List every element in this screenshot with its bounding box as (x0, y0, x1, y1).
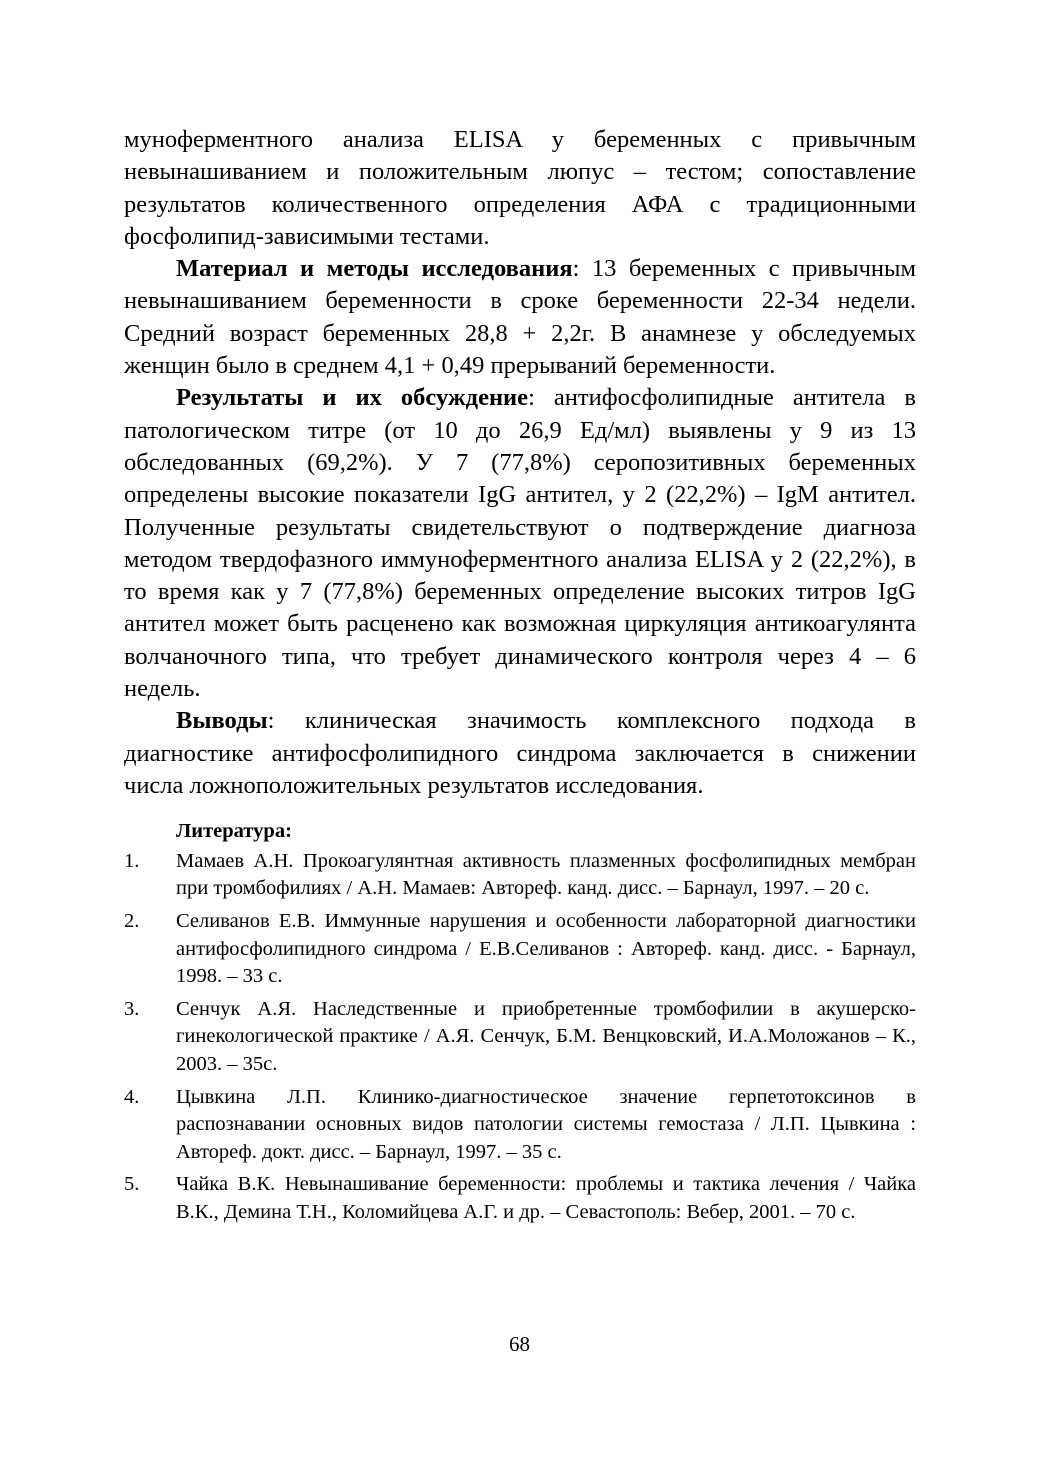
reference-text: Цывкина Л.П. Клинико-диагностическое значение герпетотоксинов в распознавании основных видов патологии системы гемостаза / Л.П. Цывкина : Автореф. докт. дисс. – Барнаул, 1997. – 35 с. (176, 1085, 916, 1163)
reference-item (124, 996, 916, 1079)
reference-number: 3. (124, 997, 140, 1020)
methods-heading: Материал и методы исследования (176, 255, 573, 283)
reference-item (124, 1171, 916, 1226)
references-title: Литература: (176, 820, 292, 843)
intro-paragraph: муноферментного анализа ELISA у беременных с привычным невынашиванием и положительным люпус – тестом; сопоставление результатов количественного определения АФА с традиционными фосфолипид-зависимыми тестами. (124, 126, 916, 250)
conclusions-text: : клиническая значимость комплексного подхода в диагностике антифосфолипидного синдрома заключается в снижении числа ложноположительных результатов исследования. (124, 707, 916, 799)
methods-text: : 13 беременных с привычным невынашиванием беременности в сроке беременности 22-34 недели. Средний возраст беременных 28,8 + 2,2г. В анамнезе у обследуемых женщин было в среднем 4,1 + 0,49 прерываний беременности. (124, 255, 916, 380)
reference-text: Чайка В.К. Невынашивание беременности: проблемы и тактика лечения / Чайка В.К., Демина Т.Н., Коломийцева А.Г. и др. – Севастополь: Вебер, 2001. – 70 с. (176, 1173, 916, 1223)
conclusions-paragraph (124, 705, 916, 802)
methods-paragraph (124, 253, 916, 382)
results-text: : антифосфолипидные антитела в патологическом титре (от 10 до 26,9 Ед/мл) выявлены у 9 из 13 обследованных (69,2%). У 7 (77,8%) серопозитивных беременных определены высокие показатели IgG антител, у 2 (22,2%) – IgM антител. Полученные результаты свидетельствуют о подтверждение диагноза методом твердофазного иммуноферментного анализа ELISA у 2 (22,2%), в то время как у 7 (77,8%) беременных определение высоких титров IgG антител может быть расценено как возможная циркуляция антикоагулянта волчаночного типа, что требует динамического контроля через 4 – 6 недель. (124, 384, 916, 703)
reference-item (124, 1084, 916, 1167)
reference-number: 4. (124, 1085, 140, 1108)
reference-text: Селиванов Е.В. Иммунные нарушения и особенности лабораторной диагностики антифосфолипидного синдрома / Е.В.Селиванов : Автореф. канд. дисс. - Барнаул, 1998. – 33 с. (176, 910, 916, 988)
reference-text: Сенчук А.Я. Наследственные и приобретенные тромбофилии в акушерско-гинекологической практике / А.Я. Сенчук, Б.М. Венцковский, И.А.Моложанов – К., 2003. – 35с. (176, 997, 916, 1075)
reference-text: Мамаев А.Н. Прокоагулянтная активность плазменных фосфолипидных мембран при тромбофилиях / А.Н. Мамаев: Автореф. канд. дисс. – Барнаул, 1997. – 20 с. (176, 849, 916, 900)
references-list (124, 848, 916, 1227)
page-content (124, 124, 916, 1232)
reference-number: 5. (124, 1173, 140, 1196)
reference-number: 1. (124, 849, 140, 872)
results-heading: Результаты и их обсуждение (176, 384, 529, 412)
conclusions-heading: Выводы (176, 707, 268, 735)
reference-item (124, 908, 916, 991)
reference-number: 2. (124, 910, 140, 933)
reference-item (124, 848, 916, 903)
results-paragraph (124, 382, 916, 705)
page-number: 68 (509, 1332, 530, 1356)
